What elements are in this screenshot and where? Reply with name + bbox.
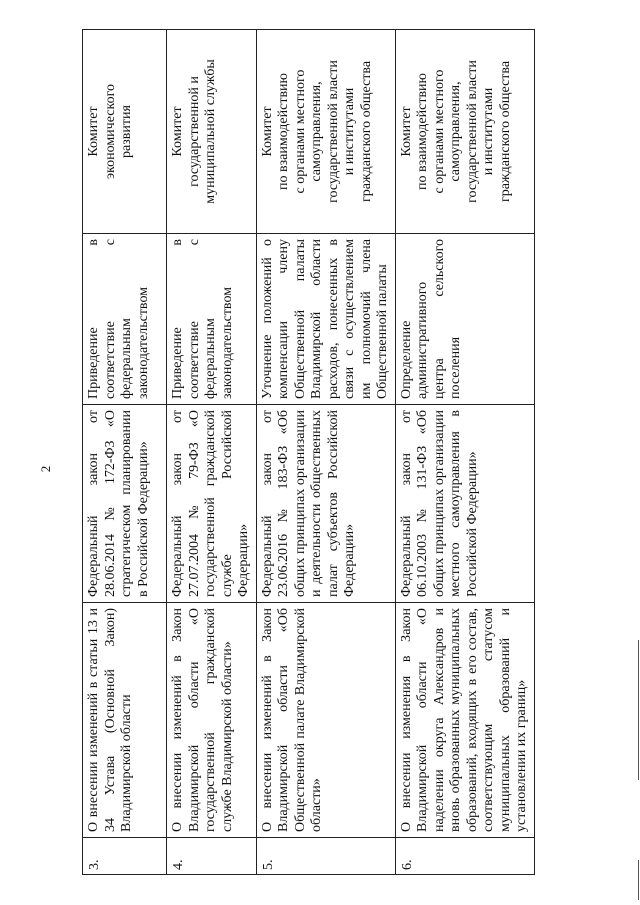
reason: Уточнение положений о компенсации члену Общественной палаты Владимирской области расходов, понесенных в связи с осуществлением им полномочий члена Общественной палаты	[259, 239, 390, 399]
committee-line: Комитет	[170, 106, 185, 157]
committee-line: гражданского общества	[497, 60, 513, 203]
federal-law: Федеральный закон от 27.07.2004 № 79-ФЗ «О государственной гражданской службе Российской Федерации»	[170, 410, 251, 597]
table-row	[395, 30, 534, 875]
rotated-table-container	[82, 30, 529, 875]
page-number: 2	[38, 465, 53, 473]
federal-law-cell	[83, 405, 167, 603]
table-row	[83, 30, 167, 875]
committee-line: развития	[119, 105, 134, 158]
committee-line: с органами местного	[431, 69, 447, 194]
row-number: 6.	[395, 838, 534, 875]
bill-title-cell	[395, 603, 534, 838]
federal-law-cell	[395, 405, 534, 603]
row-number: 4.	[167, 838, 257, 875]
committee-line: с органами местного	[292, 69, 308, 194]
committee-cell	[256, 30, 395, 234]
federal-law: Федеральный закон от 06.10.2003 № 131-ФЗ «Об общих принципах организации местного самоуправления в Российской Федерации»	[398, 410, 480, 597]
table-row	[167, 30, 257, 875]
federal-law: Федеральный закон от 23.06.2016 № 183-ФЗ «Об общих принципах организации и деятельности общественных палат субъектов Российской Федерации»	[259, 410, 357, 597]
committee-line: Комитет	[86, 106, 101, 157]
bill-title: О внесении изменения в Закон Владимирской области «О наделении округа Александров и вновь образованных муниципальных образований, входящих в его состав, соответствующим статусом муниципальных образований и установлении их границ»	[398, 608, 529, 832]
scan-edge-line	[638, 640, 639, 780]
committee-line: государственной власти	[464, 60, 480, 203]
committee-line: по взаимодействию	[276, 72, 291, 191]
committee-line: Комитет	[398, 106, 414, 157]
federal-law-cell	[256, 405, 395, 603]
committee-line: государственной и	[186, 76, 202, 187]
reason-cell	[256, 234, 395, 405]
committee-line: самоуправления,	[448, 81, 463, 182]
bill-title-cell	[167, 603, 257, 838]
committee-line: муниципальной службы	[203, 59, 218, 204]
reason-cell	[83, 234, 167, 405]
row-number: 5.	[256, 838, 395, 875]
reason-cell	[395, 234, 534, 405]
committee-line: гражданского общества	[358, 60, 374, 203]
committee-line: государственной власти	[325, 60, 341, 203]
federal-law: Федеральный закон от 28.06.2014 № 172-ФЗ «О стратегическом планировании в Российской Федерации»	[86, 410, 151, 597]
committee-line: самоуправления,	[309, 81, 324, 182]
committee-cell	[395, 30, 534, 234]
bill-title: О внесении изменений в статьи 13 и 34 Устава (Основной Закон) Владимирской области	[86, 608, 134, 832]
bill-title-cell	[83, 603, 167, 838]
committee-line: и институтами	[481, 87, 496, 176]
bill-title: О внесении изменений в Закон Владимирской области «О государственной гражданской службе Владимирской области»	[170, 608, 235, 832]
legislation-plan-table	[82, 29, 535, 875]
committee-cell	[167, 30, 257, 234]
federal-law-cell	[167, 405, 257, 603]
reason: Приведение в соответствие с федеральным законодательством	[86, 239, 151, 399]
bill-title: О внесении изменений в Закон Владимирской области «Об Общественной палате Владимирской области»	[259, 608, 324, 832]
committee-cell	[83, 30, 167, 234]
table-row	[256, 30, 395, 875]
committee-line: по взаимодействию	[415, 72, 430, 191]
reason: Определение административного центра сельского поселения	[398, 239, 463, 399]
row-number: 3.	[83, 838, 167, 875]
committee-line: Комитет	[259, 106, 275, 157]
bill-title-cell	[256, 603, 395, 838]
reason-cell	[167, 234, 257, 405]
reason: Приведение в соответствие с федеральным законодательством	[170, 239, 235, 399]
scan-edge-line	[638, 860, 639, 900]
committee-line: экономического	[102, 84, 118, 179]
committee-line: и институтами	[342, 87, 357, 176]
